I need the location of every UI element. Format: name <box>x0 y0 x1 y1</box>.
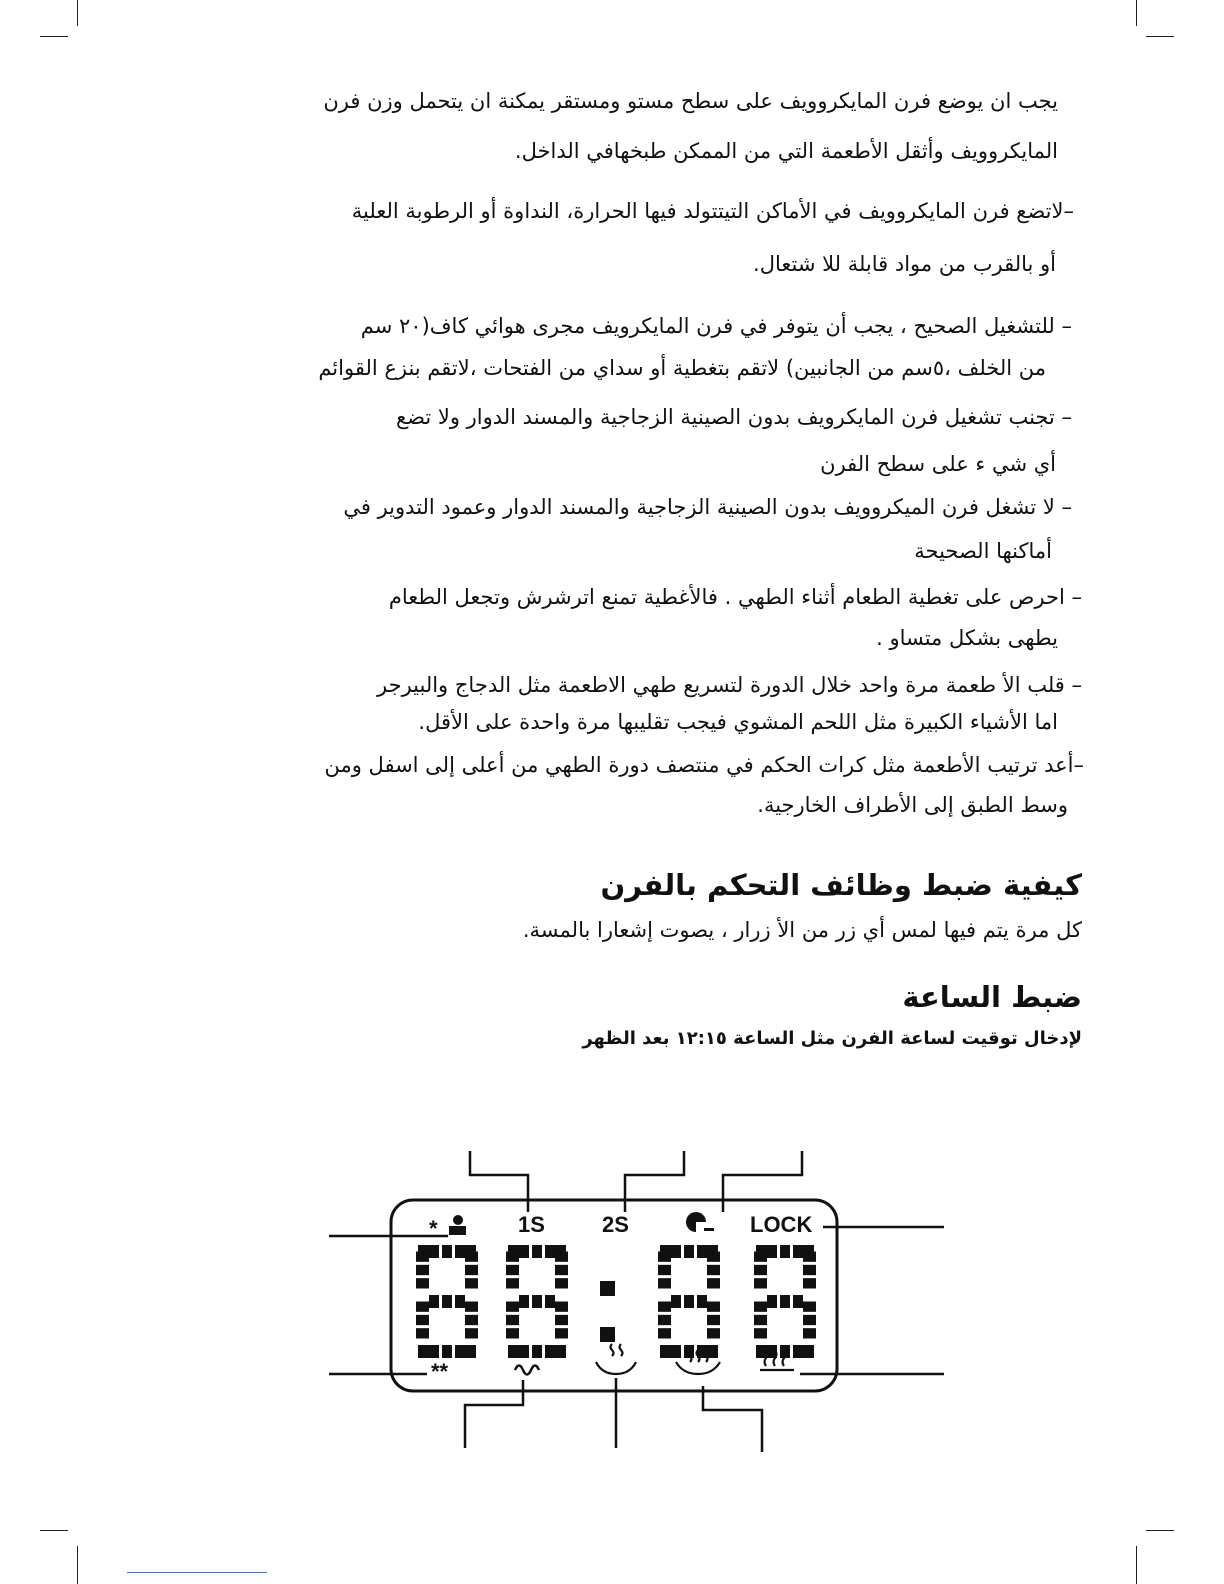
paragraph-line: المايكروويف وأثقل الأطعمة التي من الممكن طبخهافي الداخل. <box>514 139 1058 163</box>
section-text: كل مرة يتم فيها لمس أي زر من الأ زرار ، يصوت إشعارا بالمسة. <box>522 918 1082 942</box>
lcd-digit-4-segment <box>780 1295 790 1308</box>
lcd-digit-3-segment <box>707 1265 720 1275</box>
lcd-digit-3-segment <box>707 1302 720 1312</box>
lcd-digit-3-segment <box>660 1245 671 1258</box>
lcd-digit-1-segment <box>442 1245 452 1258</box>
callout-line <box>723 1151 802 1212</box>
lcd-digit-4-segment <box>803 1265 816 1275</box>
person-icon <box>449 1215 466 1235</box>
lcd-digit-4-segment <box>803 1315 816 1325</box>
lcd-digit-2-segment <box>545 1245 555 1258</box>
lcd-digit-1-segment <box>418 1345 429 1358</box>
lcd-digit-2-segment <box>506 1278 519 1288</box>
lcd-digit-4-segment <box>803 1245 814 1258</box>
paragraph-line: أماكنها الصحيحة <box>914 539 1052 563</box>
lcd-digit-1-segment <box>429 1345 439 1358</box>
lcd-digit-3-segment <box>684 1295 694 1308</box>
paragraph-line: – للتشغيل الصحيح ، يجب أن يتوفر في فرن المايكرويف مجرى هوائي كاف(٢٠ سم <box>360 314 1072 338</box>
paragraph-line: وسط الطبق إلى الأطراف الخارجية. <box>757 793 1068 817</box>
lcd-digit-4-segment <box>803 1278 816 1288</box>
callout-line <box>703 1386 762 1452</box>
lcd-digit-1-segment <box>465 1245 476 1258</box>
stage-2s-label: 2S <box>602 1212 629 1237</box>
grill-steam-icon-1 <box>596 1344 636 1374</box>
lcd-digit-1-segment <box>465 1302 478 1312</box>
lcd-digit-3-segment <box>684 1245 694 1258</box>
lcd-digit-3-segment <box>671 1245 681 1258</box>
paragraph-line: يجب ان يوضع فرن المايكروويف على سطح مستو ومستقر يمكنة ان يتحمل وزن فرن <box>323 89 1058 113</box>
lcd-digit-4-segment <box>756 1245 767 1258</box>
lcd-digit-2-segment <box>506 1265 519 1275</box>
paragraph-line: يطهى بشكل متساو . <box>876 626 1058 650</box>
lcd-digit-4-segment <box>793 1345 803 1358</box>
footer-rule <box>127 1572 267 1573</box>
paragraph-line: – احرص على تغطية الطعام أثناء الطهي . فالأغطية تمنع اترشرش وتجعل الطعام <box>388 585 1082 609</box>
lcd-colon <box>600 1281 615 1342</box>
lcd-digit-1-segment <box>465 1265 478 1275</box>
lcd-digit-4-segment <box>754 1278 767 1288</box>
lcd-digit-1-segment <box>465 1315 478 1325</box>
lcd-digit-2-segment <box>555 1302 568 1312</box>
lcd-digit-1-segment <box>455 1345 465 1358</box>
callout-line <box>625 1151 684 1212</box>
lcd-digit-3-segment <box>671 1295 681 1308</box>
lcd-digit-4-segment <box>767 1245 777 1258</box>
lcd-digit-3-segment <box>707 1245 718 1258</box>
lcd-digit-4-segment <box>754 1328 767 1338</box>
lcd-digits <box>416 1245 816 1358</box>
lcd-digit-1-segment <box>429 1295 439 1308</box>
lcd-digit-2-segment <box>508 1245 519 1258</box>
lcd-digit-1-segment <box>455 1295 465 1308</box>
clock-pie-icon <box>686 1212 714 1232</box>
lcd-digit-3-segment <box>658 1302 671 1312</box>
lcd-digit-2-segment <box>555 1315 568 1325</box>
lcd-digit-3-segment <box>658 1328 671 1338</box>
section-heading-controls: كيفية ضبط وظائف التحكم بالفرن <box>600 868 1082 902</box>
lcd-digit-1-segment <box>416 1302 429 1312</box>
lcd-digit-2-segment <box>508 1345 519 1358</box>
lcd-digit-1-segment <box>465 1278 478 1288</box>
lcd-digit-2-segment <box>532 1345 542 1358</box>
clock-instruction: لإدخال توقيت لساعة الفرن مثل الساعة ١٢:١٥ بعد الظهر <box>582 1028 1082 1049</box>
lcd-digit-3-segment <box>707 1315 720 1325</box>
lcd-digit-1-segment <box>416 1265 429 1275</box>
lcd-digit-2-segment <box>506 1302 519 1312</box>
lcd-digit-2-segment <box>555 1265 568 1275</box>
wave-microwave-icon <box>515 1366 539 1375</box>
lcd-digit-1-segment <box>442 1345 452 1358</box>
paragraph-line: اما الأشياء الكبيرة مثل اللحم المشوي فيجب تقليبها مرة واحدة على الأقل. <box>418 710 1058 734</box>
lcd-digit-3-segment <box>697 1295 707 1308</box>
lcd-digit-4-segment <box>767 1295 777 1308</box>
lcd-digit-2-segment <box>555 1278 568 1288</box>
lcd-digit-4-segment <box>803 1302 816 1312</box>
lcd-digit-1-segment <box>465 1345 476 1358</box>
section-heading-clock: ضبط الساعة <box>902 980 1082 1014</box>
lcd-digit-3-segment <box>671 1345 681 1358</box>
lock-label: LOCK <box>750 1212 813 1237</box>
lcd-digit-2-segment <box>545 1345 555 1358</box>
lcd-digit-2-segment <box>555 1328 568 1338</box>
callout-line <box>470 1151 528 1212</box>
paragraph-line: أو بالقرب من مواد قابلة للا شتعال. <box>753 252 1056 276</box>
lcd-digit-2-segment <box>506 1315 519 1325</box>
lcd-digit-4-segment <box>793 1245 803 1258</box>
lcd-digit-2-segment <box>519 1295 529 1308</box>
lcd-digit-4-segment <box>803 1345 814 1358</box>
paragraph-line: – قلب الأ طعمة مرة واحد خلال الدورة لتسريع طهي الاطعمة مثل الدجاج والبيرجر <box>377 673 1082 697</box>
lcd-digit-3-segment <box>658 1265 671 1275</box>
lcd-digit-1-segment <box>416 1278 429 1288</box>
lcd-digit-1-segment <box>416 1328 429 1338</box>
defrost-time-stars-icon: ** <box>431 1359 449 1384</box>
lcd-digit-2-segment <box>532 1295 542 1308</box>
stage-1s-label: 1S <box>518 1212 545 1237</box>
paragraph-line: –أعد ترتيب الأطعمة مثل كرات الحكم في منتصف دورة الطهي من أعلى إلى اسفل ومن <box>324 753 1084 777</box>
paragraph-line: – لا تشغل فرن الميكروويف بدون الصينية الزجاجية والمسند الدوار وعمود التدوير في <box>343 495 1072 519</box>
defrost-weight-star-icon: * <box>429 1216 438 1241</box>
lcd-digit-1-segment <box>429 1245 439 1258</box>
lcd-digit-4-segment <box>754 1315 767 1325</box>
lcd-digit-1-segment <box>465 1328 478 1338</box>
paragraph-line: – تجنب تشغيل فرن المايكرويف بدون الصينية الزجاجية والمسند الدوار ولا تضع <box>395 405 1072 429</box>
lcd-digit-3-segment <box>707 1345 718 1358</box>
lcd-digit-4-segment <box>803 1328 816 1338</box>
lcd-digit-2-segment <box>506 1328 519 1338</box>
lcd-digit-3-segment <box>658 1315 671 1325</box>
lcd-digit-2-segment <box>555 1245 566 1258</box>
lcd-digit-1-segment <box>455 1245 465 1258</box>
lcd-digit-2-segment <box>545 1295 555 1308</box>
paragraph-line: أي شي ء على سطح الفرن <box>820 452 1056 476</box>
lcd-digit-2-segment <box>532 1245 542 1258</box>
lcd-digit-3-segment <box>697 1245 707 1258</box>
lcd-digit-1-segment <box>418 1245 429 1258</box>
lcd-digit-4-segment <box>754 1265 767 1275</box>
lcd-digit-1-segment <box>442 1295 452 1308</box>
lcd-digit-3-segment <box>660 1345 671 1358</box>
lcd-digit-4-segment <box>756 1345 767 1358</box>
lcd-digit-1-segment <box>416 1315 429 1325</box>
lcd-digit-4-segment <box>754 1302 767 1312</box>
lcd-digit-2-segment <box>519 1345 529 1358</box>
paragraph-line: من الخلف ،٥سم من الجانبين) لاتقم بتغطية أو سداي من الفتحات ،لاتقم بنزع القوائم <box>318 356 1046 380</box>
lcd-digit-4-segment <box>780 1245 790 1258</box>
lcd-digit-3-segment <box>707 1328 720 1338</box>
lcd-digit-4-segment <box>793 1295 803 1308</box>
paragraph-line: –لاتضع فرن المايكروويف في الأماكن التيتتولد فيها الحرارة، النداوة أو الرطوبة العلية <box>351 199 1074 223</box>
lcd-digit-2-segment <box>519 1245 529 1258</box>
lcd-digit-2-segment <box>555 1345 566 1358</box>
lcd-digit-3-segment <box>658 1278 671 1288</box>
lcd-digit-3-segment <box>707 1278 720 1288</box>
